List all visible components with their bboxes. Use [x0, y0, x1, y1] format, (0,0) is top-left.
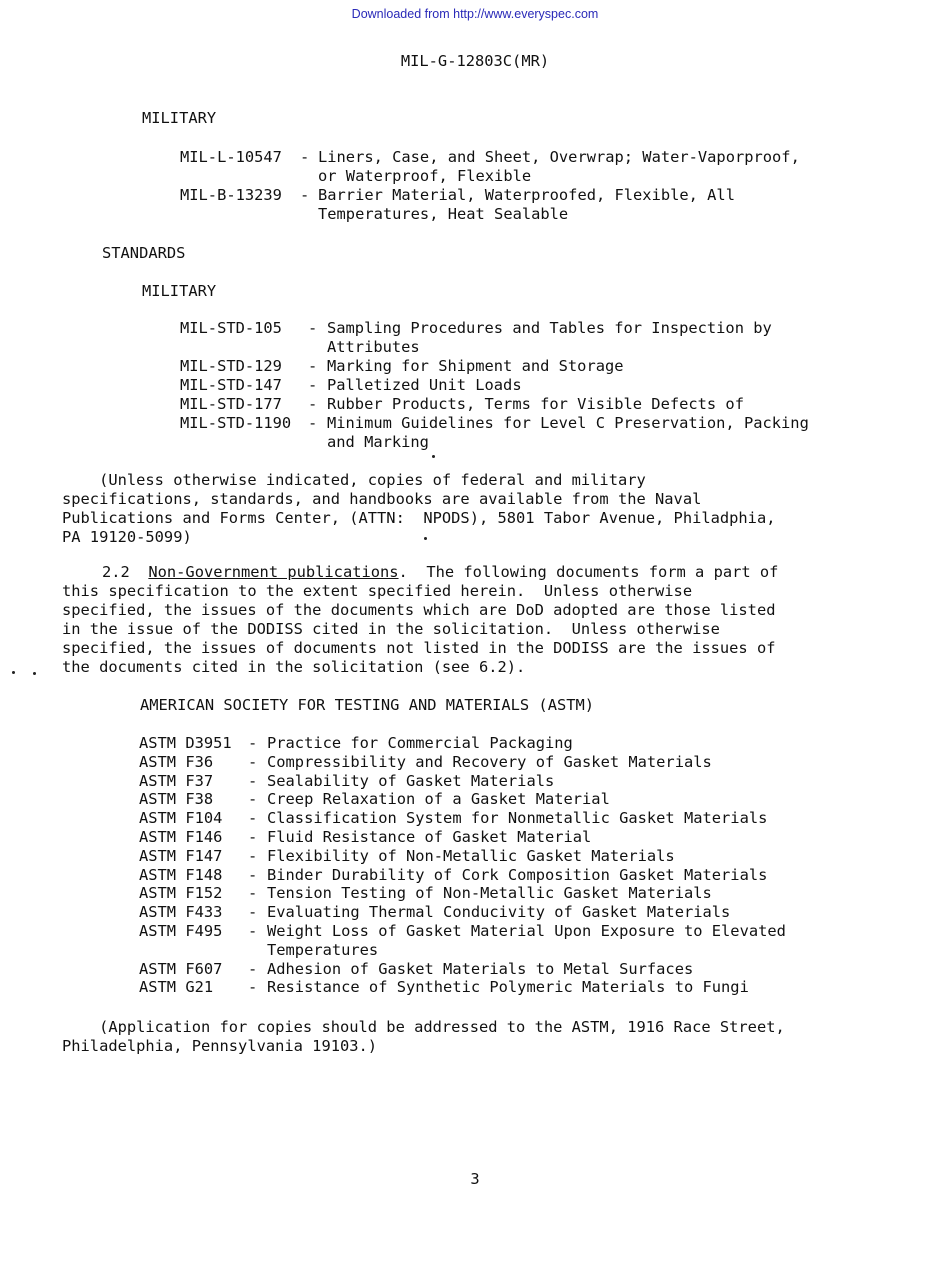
astm-code: ASTM F148: [139, 865, 223, 884]
astm-description: Practice for Commercial Packaging: [267, 734, 573, 752]
std-military-code: MIL-STD-1190: [180, 414, 292, 432]
list-dash: -: [248, 771, 258, 790]
std-military-description: Marking for Shipment and Storage: [327, 357, 624, 375]
astm-description: Evaluating Thermal Conducivity of Gasket Materials: [267, 903, 731, 922]
astm-code: ASTM F36: [139, 752, 214, 771]
astm-description: Fluid Resistance of Gasket Material: [267, 828, 592, 846]
list-dash: -: [248, 828, 258, 846]
section-2-2-line: this specification to the extent specified herein. Unless otherwise: [62, 582, 693, 600]
std-military-description: Minimum Guidelines for Level C Preservation, Packing: [327, 414, 809, 432]
scan-speck: [12, 671, 15, 674]
astm-description: Sealability of Gasket Materials: [267, 771, 555, 790]
section-2-2-line: specified, the issues of documents not listed in the DODISS are the issues of: [62, 639, 776, 657]
std-military-code: MIL-STD-129: [180, 357, 282, 375]
spec-military-description: Liners, Case, and Sheet, Overwrap; Water-Vaporproof,: [318, 148, 800, 166]
list-dash: -: [248, 978, 258, 997]
standards-heading: STANDARDS: [102, 244, 186, 262]
astm-description: Weight Loss of Gasket Material Upon Exposure to Elevated: [267, 922, 786, 940]
spec-military-code: MIL-B-13239: [180, 186, 282, 204]
list-dash: -: [248, 903, 258, 922]
availability-line: (Unless otherwise indicated, copies of federal and military: [62, 471, 646, 489]
astm-code: ASTM F152: [139, 884, 223, 903]
spec-military-description: Barrier Material, Waterproofed, Flexible, All: [318, 186, 735, 204]
list-dash: -: [308, 376, 318, 394]
availability-line: specifications, standards, and handbooks are available from the Naval: [62, 490, 702, 508]
download-source-banner: Downloaded from http://www.everyspec.com: [351, 7, 599, 21]
list-dash: -: [248, 790, 258, 809]
astm-code: ASTM D3951: [139, 734, 232, 752]
spec-military-description-cont: Temperatures, Heat Sealable: [318, 205, 569, 223]
astm-description: Classification System for Nonmetallic Gasket Materials: [267, 809, 768, 828]
document-id-header: MIL-G-12803C(MR): [400, 52, 550, 70]
list-dash: -: [308, 357, 318, 375]
astm-heading: AMERICAN SOCIETY FOR TESTING AND MATERIALS (ASTM): [140, 696, 595, 714]
list-dash: -: [308, 395, 318, 413]
astm-code: ASTM F146: [139, 828, 223, 846]
astm-description: Adhesion of Gasket Materials to Metal Surfaces: [267, 959, 694, 978]
astm-note-line: Philadelphia, Pennsylvania 19103.): [62, 1037, 378, 1055]
list-dash: -: [248, 846, 258, 865]
std-military-code: MIL-STD-147: [180, 376, 282, 394]
std-military-description-cont: and Marking: [327, 433, 429, 451]
scan-speck: [424, 537, 427, 540]
list-dash: -: [248, 959, 258, 978]
std-military-description: Palletized Unit Loads: [327, 376, 522, 394]
list-dash: -: [248, 809, 258, 828]
astm-code: ASTM G21: [139, 978, 214, 997]
section-2-2-line: specified, the issues of the documents which are DoD adopted are those listed: [62, 601, 776, 619]
astm-note-line: (Application for copies should be addressed to the ASTM, 1916 Race Street,: [62, 1018, 785, 1036]
astm-description: Tension Testing of Non-Metallic Gasket Materials: [267, 884, 712, 903]
astm-code: ASTM F147: [139, 846, 223, 865]
list-dash: -: [248, 865, 258, 884]
astm-code: ASTM F104: [139, 809, 223, 828]
section-2-2-line: in the issue of the DODISS cited in the solicitation. Unless otherwise: [62, 620, 720, 638]
astm-code: ASTM F607: [139, 959, 223, 978]
spec-military-description-cont: or Waterproof, Flexible: [318, 167, 532, 185]
list-dash: -: [300, 148, 310, 166]
list-dash: -: [248, 734, 258, 752]
astm-description: Creep Relaxation of a Gasket Material: [267, 790, 610, 809]
std-military-description-cont: Attributes: [327, 338, 420, 356]
spec-military-code: MIL-L-10547: [180, 148, 282, 166]
section-2-2-first-line: [102, 563, 778, 582]
scan-speck: [432, 455, 435, 458]
section-title: Non-Government publications: [148, 563, 399, 581]
list-dash: -: [308, 319, 318, 337]
astm-code: ASTM F37: [139, 771, 214, 790]
std-military-heading: MILITARY: [142, 282, 217, 300]
astm-code: ASTM F38: [139, 790, 214, 809]
std-military-code: MIL-STD-105: [180, 319, 282, 337]
astm-description: Binder Durability of Cork Composition Gasket Materials: [267, 865, 768, 884]
list-dash: -: [308, 414, 318, 432]
list-dash: -: [300, 186, 310, 204]
astm-code: ASTM F433: [139, 903, 223, 922]
std-military-code: MIL-STD-177: [180, 395, 282, 413]
std-military-description: Sampling Procedures and Tables for Inspection by: [327, 319, 772, 337]
section-number: 2.2: [102, 563, 130, 581]
astm-description-cont: Temperatures: [267, 940, 379, 959]
section-2-2-line: the documents cited in the solicitation (see 6.2).: [62, 658, 526, 676]
astm-description: Resistance of Synthetic Polymeric Materials to Fungi: [267, 978, 749, 997]
std-military-description: Rubber Products, Terms for Visible Defects of: [327, 395, 744, 413]
list-dash: -: [248, 752, 258, 771]
astm-code: ASTM F495: [139, 922, 223, 940]
astm-description: Compressibility and Recovery of Gasket Materials: [267, 752, 712, 771]
availability-line: Publications and Forms Center, (ATTN: NPODS), 5801 Tabor Avenue, Philadphia,: [62, 509, 776, 527]
astm-description: Flexibility of Non-Metallic Gasket Materials: [267, 846, 675, 865]
page-number: 3: [470, 1170, 480, 1188]
scan-speck: [33, 672, 36, 675]
list-dash: -: [248, 884, 258, 903]
list-dash: -: [248, 922, 258, 940]
spec-military-heading: MILITARY: [142, 109, 217, 127]
section-first-line-rest: . The following documents form a part of: [398, 563, 779, 581]
availability-line: PA 19120-5099): [62, 528, 192, 546]
